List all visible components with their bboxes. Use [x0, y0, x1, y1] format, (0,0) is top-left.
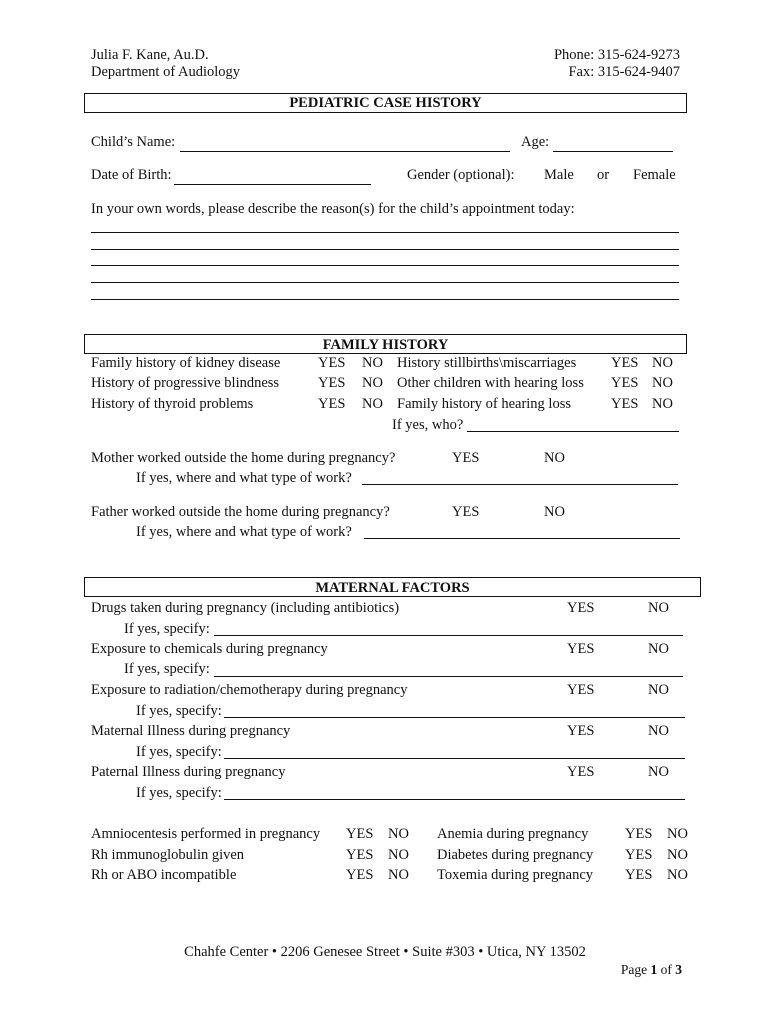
reason-line[interactable]: [91, 232, 679, 233]
reason-line[interactable]: [91, 282, 679, 283]
mother-work-sub-label: If yes, where and what type of work?: [136, 470, 352, 486]
yes-option[interactable]: YES: [318, 396, 346, 412]
no-option[interactable]: NO: [362, 355, 383, 371]
yes-option[interactable]: YES: [611, 375, 639, 391]
maternal-row-label: Maternal Illness during pregnancy: [91, 723, 291, 739]
no-option[interactable]: NO: [362, 396, 383, 412]
if-yes-who-field[interactable]: [467, 431, 679, 432]
page-title: PEDIATRIC CASE HISTORY: [289, 95, 482, 111]
title-box: [84, 93, 687, 113]
phone-number: Phone: 315-624-9273: [553, 47, 680, 63]
no-option[interactable]: NO: [544, 450, 565, 466]
pregnancy-right-label: Anemia during pregnancy: [437, 826, 589, 842]
maternal-row-label: Exposure to chemicals during pregnancy: [91, 641, 328, 657]
pregnancy-right-label: Toxemia during pregnancy: [437, 867, 594, 883]
yes-option[interactable]: YES: [346, 847, 374, 863]
fax-number: Fax: 315-624-9407: [568, 64, 680, 80]
specify-field[interactable]: [224, 717, 685, 718]
family-right-label: Family history of hearing loss: [397, 396, 571, 412]
page-number: 1: [650, 962, 658, 977]
yes-option[interactable]: YES: [625, 867, 653, 883]
no-option[interactable]: NO: [388, 847, 409, 863]
gender-or: or: [597, 167, 610, 183]
yes-option[interactable]: YES: [625, 847, 653, 863]
no-option[interactable]: NO: [652, 396, 673, 412]
yes-option[interactable]: YES: [318, 355, 346, 371]
specify-label: If yes, specify:: [136, 785, 222, 801]
yes-option[interactable]: YES: [625, 826, 653, 842]
child-name-label: Child’s Name:: [91, 134, 176, 150]
no-option[interactable]: NO: [648, 641, 669, 657]
no-option[interactable]: NO: [544, 504, 565, 520]
pregnancy-left-label: Rh or ABO incompatible: [91, 867, 237, 883]
provider-name: Julia F. Kane, Au.D.: [91, 47, 209, 63]
no-option[interactable]: NO: [648, 764, 669, 780]
father-work-field[interactable]: [364, 538, 680, 539]
yes-option[interactable]: YES: [346, 867, 374, 883]
page-total: 3: [675, 962, 682, 977]
if-yes-who-label: If yes, who?: [392, 417, 464, 433]
pregnancy-left-label: Rh immunoglobulin given: [91, 847, 245, 863]
no-option[interactable]: NO: [667, 867, 688, 883]
pregnancy-left-label: Amniocentesis performed in pregnancy: [91, 826, 321, 842]
dob-label: Date of Birth:: [91, 167, 172, 183]
family-right-label: History stillbirths\miscarriages: [397, 355, 577, 371]
reason-line[interactable]: [91, 265, 679, 266]
no-option[interactable]: NO: [388, 867, 409, 883]
dob-field[interactable]: [174, 184, 371, 185]
no-option[interactable]: NO: [667, 826, 688, 842]
family-left-label: History of thyroid problems: [91, 396, 254, 412]
specify-label: If yes, specify:: [124, 621, 210, 637]
yes-option[interactable]: YES: [452, 504, 480, 520]
family-right-label: Other children with hearing loss: [397, 375, 584, 391]
no-option[interactable]: NO: [667, 847, 688, 863]
maternal-factors-title: MATERNAL FACTORS: [315, 580, 470, 596]
yes-option[interactable]: YES: [567, 723, 595, 739]
mother-work-question: Mother worked outside the home during pregnancy?: [91, 450, 396, 466]
no-option[interactable]: NO: [362, 375, 383, 391]
no-option[interactable]: NO: [648, 600, 669, 616]
reason-line[interactable]: [91, 299, 679, 300]
yes-option[interactable]: YES: [346, 826, 374, 842]
family-left-label: History of progressive blindness: [91, 375, 280, 391]
family-history-box: [84, 334, 687, 354]
no-option[interactable]: NO: [652, 375, 673, 391]
age-field[interactable]: [553, 151, 673, 152]
no-option[interactable]: NO: [648, 682, 669, 698]
yes-option[interactable]: YES: [611, 396, 639, 412]
age-label: Age:: [521, 134, 550, 150]
yes-option[interactable]: YES: [567, 764, 595, 780]
yes-option[interactable]: YES: [567, 641, 595, 657]
page-of: of: [657, 962, 676, 977]
yes-option[interactable]: YES: [567, 600, 595, 616]
child-name-field[interactable]: [180, 151, 510, 152]
department-name: Department of Audiology: [91, 64, 241, 80]
yes-option[interactable]: YES: [318, 375, 346, 391]
specify-field[interactable]: [214, 676, 683, 677]
maternal-factors-box: [84, 577, 701, 597]
specify-field[interactable]: [224, 758, 685, 759]
specify-label: If yes, specify:: [136, 703, 222, 719]
specify-label: If yes, specify:: [136, 744, 222, 760]
father-work-question: Father worked outside the home during pregnancy?: [91, 504, 390, 520]
yes-option[interactable]: YES: [452, 450, 480, 466]
gender-label: Gender (optional):: [407, 167, 515, 183]
mother-work-field[interactable]: [362, 484, 678, 485]
specify-label: If yes, specify:: [124, 661, 210, 677]
gender-male-option[interactable]: Male: [544, 167, 574, 183]
yes-option[interactable]: YES: [567, 682, 595, 698]
maternal-row-label: Drugs taken during pregnancy (including antibiotics): [91, 600, 400, 616]
specify-field[interactable]: [224, 799, 685, 800]
no-option[interactable]: NO: [648, 723, 669, 739]
pregnancy-right-label: Diabetes during pregnancy: [437, 847, 594, 863]
yes-option[interactable]: YES: [611, 355, 639, 371]
no-option[interactable]: NO: [388, 826, 409, 842]
family-left-label: Family history of kidney disease: [91, 355, 281, 371]
reason-line[interactable]: [91, 249, 679, 250]
page-indicator: [621, 962, 682, 978]
maternal-row-label: Exposure to radiation/chemotherapy during pregnancy: [91, 682, 408, 698]
maternal-row-label: Paternal Illness during pregnancy: [91, 764, 286, 780]
no-option[interactable]: NO: [652, 355, 673, 371]
family-history-title: FAMILY HISTORY: [322, 337, 449, 353]
father-work-sub-label: If yes, where and what type of work?: [136, 524, 352, 540]
gender-female-option[interactable]: Female: [633, 167, 676, 183]
page-prefix: Page: [620, 962, 651, 977]
footer-address: Chahfe Center • 2206 Genesee Street • Suite #303 • Utica, NY 13502: [184, 944, 586, 960]
specify-field[interactable]: [214, 635, 683, 636]
reason-prompt: In your own words, please describe the reason(s) for the child’s appointment today:: [91, 201, 575, 217]
